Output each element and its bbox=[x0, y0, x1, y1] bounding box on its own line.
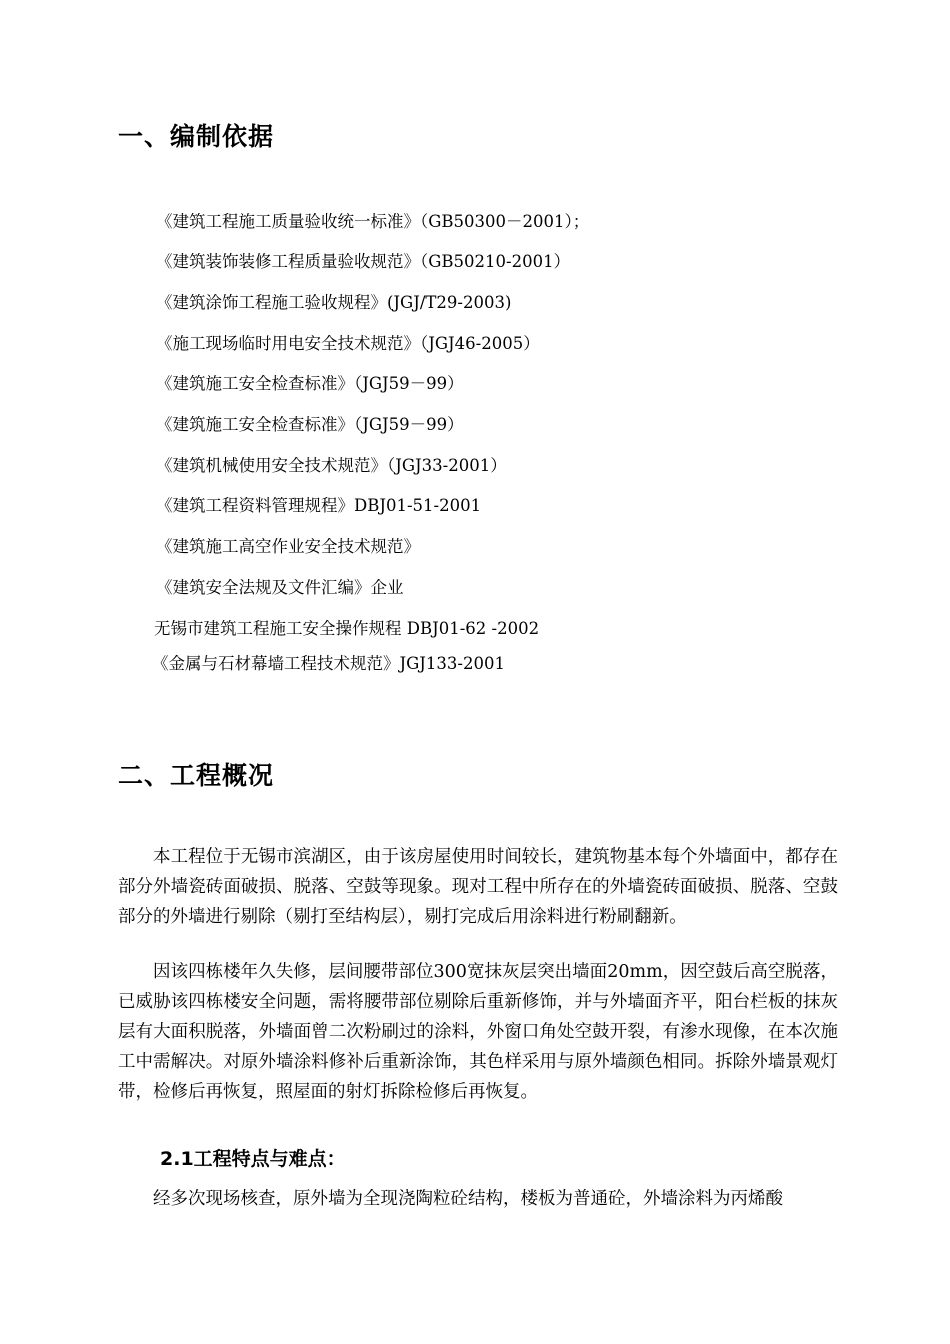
overview-paragraph-3: 经多次现场核查，原外墙为全现浇陶粒砼结构，楼板为普通砼，外墙涂料为丙烯酸 bbox=[153, 1189, 783, 1209]
reference-item: 《建筑施工安全检查标准》（JGJ59－99） bbox=[156, 415, 464, 434]
section-1-heading: 一、编制依据 bbox=[118, 122, 275, 151]
reference-item: 《建筑机械使用安全技术规范》（JGJ33-2001） bbox=[156, 456, 507, 475]
reference-item: 《建筑工程施工质量验收统一标准》（GB50300－2001）； bbox=[156, 212, 590, 231]
reference-item: 《建筑施工高空作业安全技术规范》 bbox=[156, 537, 420, 556]
reference-item: 《建筑施工安全检查标准》（JGJ59－99） bbox=[156, 374, 464, 393]
reference-item: 《施工现场临时用电安全技术规范》（JGJ46-2005） bbox=[156, 334, 540, 353]
reference-item: 《建筑装饰装修工程质量验收规范》（GB50210-2001） bbox=[156, 252, 571, 271]
reference-item: 《建筑安全法规及文件汇编》企业 bbox=[156, 578, 404, 597]
reference-item: 《建筑工程资料管理规程》DBJ01-51-2001 bbox=[156, 496, 482, 515]
overview-paragraph-2: 因该四栋楼年久失修，层间腰带部位300宽抹灰层突出墙面20mm，因空鼓后高空脱落，已威胁该四栋楼安全问题，需将腰带部位剔除后重新修饰，并与外墙面齐平，阳台栏板的抹灰层有大面积脱落，外墙面曾二次粉刷过的涂料，外窗口角处空鼓开裂，有渗水现像，在本次施工中需解决。对原外墙涂料修补后重新涂饰，其色样采用与原外墙颜色相同。拆除外墙景观灯带，检修后再恢复，照屋面的射灯拆除检修后再恢复。 bbox=[118, 962, 838, 1102]
reference-item: 《金属与石材幕墙工程技术规范》JGJ133-2001 bbox=[152, 654, 505, 673]
section-2-heading: 二、工程概况 bbox=[118, 761, 275, 790]
reference-item: 无锡市建筑工程施工安全操作规程 DBJ01-62 -2002 bbox=[154, 619, 540, 638]
subsection-heading: 2.1工程特点与难点： bbox=[160, 1148, 346, 1170]
overview-paragraph-1: 本工程位于无锡市滨湖区，由于该房屋使用时间较长，建筑物基本每个外墙面中，都存在部分外墙瓷砖面破损、脱落、空鼓等现象。现对工程中所存在的外墙瓷砖面破损、脱落、空鼓部分的外墙进行剔除（剔打至结构层），剔打完成后用涂料进行粉刷翻新。 bbox=[118, 847, 838, 927]
reference-item: 《建筑涂饰工程施工验收规程》(JGJ/T29-2003) bbox=[156, 293, 512, 312]
